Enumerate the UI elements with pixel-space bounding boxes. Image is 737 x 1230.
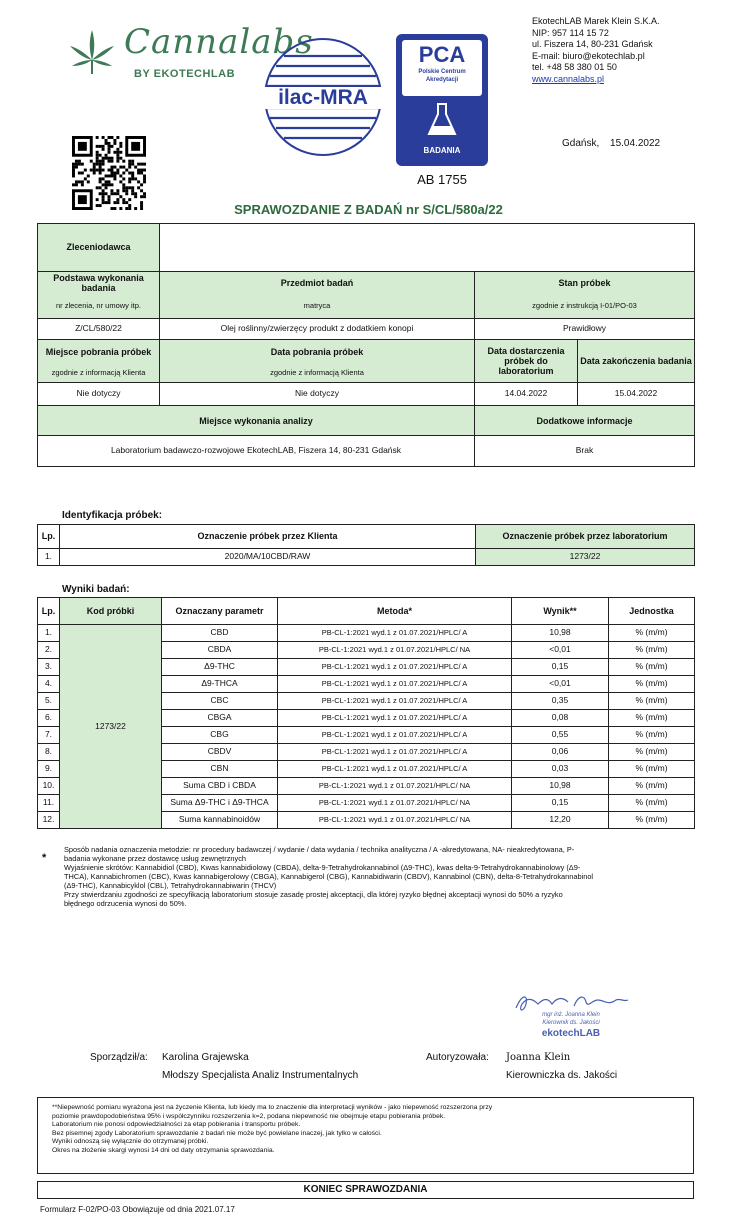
table-row — [38, 549, 695, 566]
result-param: Suma Δ9-THC i Δ9-THCA — [162, 795, 278, 812]
result-method: PB-CL-1:2021 wyd.1 z 01.07.2021/HPLC/ A — [278, 710, 512, 727]
id-col-lab: Oznaczenie próbek przez laboratorium — [476, 525, 695, 549]
note-line: Sposób nadania oznaczenia metodzie: nr procedury badawczej / wydanie / data wydania / technika analityczna / A -akredytowana, NA- nieakredytowana, P- — [64, 845, 575, 854]
sampling-place-value: Nie dotyczy — [38, 383, 160, 406]
result-lp: 7. — [38, 727, 60, 744]
state-value: Prawidłowy — [475, 319, 695, 340]
result-value: 0,55 — [512, 727, 609, 744]
basis-value: Z/CL/580/22 — [38, 319, 160, 340]
sampling-date-value: Nie dotyczy — [160, 383, 475, 406]
authorized-role: Kierowniczka ds. Jakości — [506, 1070, 618, 1081]
brand-subtitle: BY EKOTECHLAB — [134, 68, 236, 80]
result-value: 12,20 — [512, 812, 609, 829]
result-value: 0,15 — [512, 659, 609, 676]
cannabis-leaf-icon — [66, 26, 118, 78]
sampling-date-sub: zgodnie z informacją Klienta — [160, 364, 475, 383]
report-place: Gdańsk, — [562, 138, 600, 149]
form-number: Formularz F-02/PO-03 Obowiązuje od dnia 2021.07.17 — [40, 1205, 235, 1214]
ilac-mra-seal — [262, 36, 384, 158]
result-value: 0,06 — [512, 744, 609, 761]
pca-line2: Akredytacji — [425, 77, 459, 83]
ilac-mra-text: ilac-MRA — [262, 87, 384, 109]
authorized-label: Autoryzowała: — [426, 1052, 489, 1063]
stamp-name: mgr inż. Joanna Klein — [542, 1012, 600, 1018]
result-unit: % (m/m) — [609, 812, 695, 829]
sampling-place-sub: zgodnie z informacją Klienta — [38, 364, 160, 383]
result-lp: 2. — [38, 642, 60, 659]
result-unit: % (m/m) — [609, 693, 695, 710]
result-unit: % (m/m) — [609, 761, 695, 778]
brand-name: Cannalabs — [124, 22, 314, 62]
result-value: 0,08 — [512, 710, 609, 727]
result-unit: % (m/m) — [609, 744, 695, 761]
result-value: 0,03 — [512, 761, 609, 778]
result-unit: % (m/m) — [609, 642, 695, 659]
delivery-value: 14.04.2022 — [475, 383, 578, 406]
result-method: PB-CL-1:2021 wyd.1 z 01.07.2021/HPLC/ NA — [278, 642, 512, 659]
pca-line1: Polskie Centrum — [418, 69, 466, 75]
result-method: PB-CL-1:2021 wyd.1 z 01.07.2021/HPLC/ A — [278, 727, 512, 744]
footnote-line: **Niepewność pomiaru wyrażona jest na życzenie Klienta, lub kiedy ma to znaczenie dla interpretacji wyników - jako niepewność rozszerzona przy — [52, 1104, 493, 1111]
stamp-brand: ekotechLAB — [541, 1028, 601, 1039]
sampling-place-label: Miejsce pobrania próbek — [38, 340, 160, 364]
result-method: PB-CL-1:2021 wyd.1 z 01.07.2021/HPLC/ NA — [278, 812, 512, 829]
report-title: SPRAWOZDANIE Z BADAŃ nr S/CL/580a/22 — [234, 202, 503, 217]
id-col-client: Oznaczenie próbek przez Klienta — [60, 525, 476, 549]
result-method: PB-CL-1:2021 wyd.1 z 01.07.2021/HPLC/ A — [278, 761, 512, 778]
pca-badge — [396, 34, 488, 166]
result-param: CBG — [162, 727, 278, 744]
res-col-param: Oznaczany parametr — [162, 598, 278, 625]
footnote-line: Laboratorium nie ponosi odpowiedzialności za etap pobierania i transportu próbek. — [52, 1121, 301, 1128]
pca-title: PCA — [418, 42, 466, 67]
info-table — [37, 223, 695, 467]
result-unit: % (m/m) — [609, 710, 695, 727]
result-param: CBD — [162, 625, 278, 642]
id-row-client: 2020/MA/10CBD/RAW — [60, 549, 476, 566]
company-nip: NIP: 957 114 15 72 — [532, 27, 609, 38]
stamp-role: Kierownik ds. Jakości — [542, 1020, 600, 1026]
company-phone: tel. +48 58 380 01 50 — [532, 62, 617, 72]
pca-badge-label: BADANIA — [423, 146, 461, 155]
result-lp: 11. — [38, 795, 60, 812]
client-label: Zleceniodawca — [38, 224, 160, 272]
note-line: Przy stwierdzaniu zgodności ze specyfikacją laboratorium stosuje zasadę prostej akceptacji, dla której ryzyko błędnej akceptacji wynosi do 50% a ryzyko — [64, 890, 563, 899]
subject-label: Przedmiot badań — [160, 272, 475, 295]
analysis-place-label: Miejsce wykonania analizy — [38, 406, 475, 436]
delivery-label: Data dostarczenia próbek do laboratorium — [475, 340, 578, 383]
result-param: CBDV — [162, 744, 278, 761]
authorized-name: Joanna Klein — [506, 1052, 571, 1063]
result-param: CBN — [162, 761, 278, 778]
result-method: PB-CL-1:2021 wyd.1 z 01.07.2021/HPLC/ A — [278, 693, 512, 710]
additional-label: Dodatkowe informacje — [475, 406, 695, 436]
result-lp: 1. — [38, 625, 60, 642]
result-lp: 10. — [38, 778, 60, 795]
flask-icon — [426, 102, 458, 138]
subject-sub: matryca — [160, 295, 475, 319]
id-row-lp: 1. — [38, 549, 60, 566]
res-col-code: Kod próbki — [60, 598, 162, 625]
prepared-label: Sporządził/a: — [90, 1052, 148, 1063]
additional-value: Brak — [475, 436, 695, 467]
result-param: Suma kannabinoidów — [162, 812, 278, 829]
note-line: (Δ9-THC), Kannabicyklol (CBL), Tetrahydrokannabiwarin (THCV) — [64, 881, 277, 890]
company-website[interactable]: www.cannalabs.pl — [532, 73, 605, 84]
id-col-lp: Lp. — [38, 525, 60, 549]
end-text: KONIEC SPRAWOZDANIA — [303, 1184, 428, 1195]
result-method: PB-CL-1:2021 wyd.1 z 01.07.2021/HPLC/ A — [278, 676, 512, 693]
result-lp: 3. — [38, 659, 60, 676]
id-row-lab: 1273/22 — [476, 549, 695, 566]
result-lp: 8. — [38, 744, 60, 761]
prepared-role: Młodszy Specjalista Analiz Instrumentalnych — [162, 1070, 359, 1081]
end-value: 15.04.2022 — [578, 383, 695, 406]
identification-table — [37, 524, 695, 566]
method-notes — [64, 845, 694, 908]
result-method: PB-CL-1:2021 wyd.1 z 01.07.2021/HPLC/ NA — [278, 795, 512, 812]
results-table — [37, 597, 695, 829]
company-info — [532, 16, 732, 85]
result-unit: % (m/m) — [609, 727, 695, 744]
result-value: <0,01 — [512, 642, 609, 659]
res-col-result: Wynik** — [512, 598, 609, 625]
result-param: CBGA — [162, 710, 278, 727]
result-value: 0,35 — [512, 693, 609, 710]
company-email: E-mail: biuro@ekotechlab.pl — [532, 50, 645, 61]
result-param: CBDA — [162, 642, 278, 659]
result-unit: % (m/m) — [609, 778, 695, 795]
report-date: 15.04.2022 — [610, 138, 661, 149]
place-date — [562, 138, 660, 149]
result-method: PB-CL-1:2021 wyd.1 z 01.07.2021/HPLC/ A — [278, 744, 512, 761]
company-address: ul. Fiszera 14, 80-231 Gdańsk — [532, 39, 653, 49]
signature-stamp — [506, 990, 636, 1050]
res-col-unit: Jednostka — [609, 598, 695, 625]
result-value: 0,15 — [512, 795, 609, 812]
basis-sub: nr zlecenia, nr umowy itp. — [38, 295, 160, 319]
res-col-lp: Lp. — [38, 598, 60, 625]
result-unit: % (m/m) — [609, 625, 695, 642]
res-col-method: Metoda* — [278, 598, 512, 625]
result-lp: 6. — [38, 710, 60, 727]
end-of-report — [37, 1181, 694, 1199]
result-lp: 12. — [38, 812, 60, 829]
result-unit: % (m/m) — [609, 659, 695, 676]
footnote-line: Wyniki odnoszą się wyłącznie do otrzymanej próbki. — [52, 1138, 209, 1145]
result-method: PB-CL-1:2021 wyd.1 z 01.07.2021/HPLC/ A — [278, 659, 512, 676]
result-param: Suma CBD i CBDA — [162, 778, 278, 795]
note-line: Wyjaśnienie skrótów: Kannabidiol (CBD), Kwas kannabidiolowy (CBDA), delta-9-Tetrahydrokannabinol (Δ9-THC), kwas delta-9-Tetrahydrokannabinolowy (Δ9- — [64, 863, 581, 872]
prepared-name: Karolina Grajewska — [162, 1052, 249, 1063]
subject-value: Olej roślinny/zwierzęcy produkt z dodatkiem konopi — [160, 319, 475, 340]
state-label: Stan próbek — [475, 272, 695, 295]
notes-star: * — [42, 852, 47, 864]
result-param: Δ9-THCA — [162, 676, 278, 693]
result-lp: 5. — [38, 693, 60, 710]
state-sub: zgodnie z instrukcją I-01/PO-03 — [475, 295, 695, 319]
result-param: Δ9-THC — [162, 659, 278, 676]
client-value — [160, 224, 695, 272]
footnote-line: Okres na złożenie skargi wynosi 14 dni od daty otrzymania sprawozdania. — [52, 1146, 275, 1154]
result-value: 10,98 — [512, 778, 609, 795]
cannalabs-logo — [62, 18, 314, 88]
footnote-line: Bez pisemnej zgody Laboratorium sprawozdanie z badań nie może być powielane inaczej, jak tylko w całości. — [52, 1129, 382, 1137]
note-line: błędnego odrzucenia wynosi do 50%. — [64, 899, 187, 908]
result-lp: 4. — [38, 676, 60, 693]
footnotes-box — [37, 1097, 694, 1174]
ab-number: AB 1755 — [417, 172, 467, 187]
company-name: EkotechLAB Marek Klein S.K.A. — [532, 16, 660, 26]
note-line: badania wykonane przez dostawcę usług zewnętrznych — [64, 854, 246, 863]
sample-code: 1273/22 — [60, 625, 162, 829]
note-line: THCA), Kannabichromen (CBC), Kwas kannabigerolowy (CBGA), Kannabigerol (CBG), Kannabidiwarin (CBDV), Kannabinol (CBN), delta-8-Tetrahydrokannabinol — [64, 872, 594, 881]
sampling-date-label: Data pobrania próbek — [160, 340, 475, 364]
basis-label: Podstawa wykonania badania — [38, 272, 160, 295]
result-unit: % (m/m) — [609, 676, 695, 693]
result-method: PB-CL-1:2021 wyd.1 z 01.07.2021/HPLC/ NA — [278, 778, 512, 795]
analysis-place-value: Laboratorium badawczo-rozwojowe EkotechLAB, Fiszera 14, 80-231 Gdańsk — [38, 436, 475, 467]
result-method: PB-CL-1:2021 wyd.1 z 01.07.2021/HPLC/ A — [278, 625, 512, 642]
table-row — [38, 625, 695, 642]
results-title: Wyniki badań: — [62, 584, 130, 595]
qr-code — [72, 136, 146, 210]
result-unit: % (m/m) — [609, 795, 695, 812]
result-value: <0,01 — [512, 676, 609, 693]
end-label: Data zakończenia badania — [578, 340, 695, 383]
result-value: 10,98 — [512, 625, 609, 642]
result-param: CBC — [162, 693, 278, 710]
result-lp: 9. — [38, 761, 60, 778]
footnote-line: poziomie prawdopodobieństwa 95% i współczynniku rozszerzenia k=2, podana niepewność nie obejmuje etapu pobierania próbek. — [52, 1112, 446, 1120]
identification-title: Identyfikacja próbek: — [62, 510, 163, 521]
